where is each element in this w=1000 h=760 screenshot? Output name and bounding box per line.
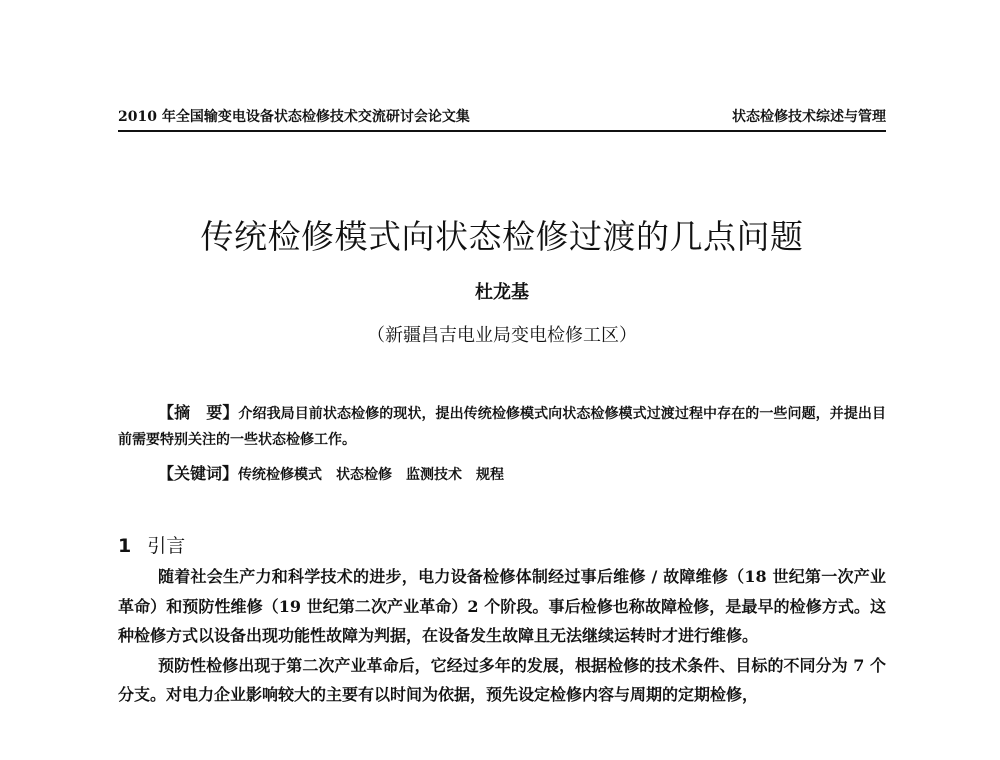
keywords-label: 【关键词】 [158, 464, 239, 483]
section-number: 1 [118, 534, 132, 557]
author-name: 杜龙基 [475, 282, 529, 303]
body-paragraph: 随着社会生产力和科学技术的进步，电力设备检修体制经过事后维修 / 故障维修（18 世纪第一次产业革命）和预防性维修（19 世纪第二次产业革命）2 个阶段。事后检修也称故障检修，是最早的检修方式。这种检修方式以设备出现功能性故障为判据，在设备发生故障且无法继续运转时才进行维修。 [118, 567, 886, 645]
abstract-text: 介绍我局目前状态检修的现状，提出传统检修模式向状态检修模式过渡过程中存在的一些问题，并提出目前需要特别关注的一些状态检修工作。 [118, 406, 886, 448]
section-title: 引言 [147, 534, 186, 557]
section-heading [118, 533, 185, 559]
keyword-item: 状态检修 [336, 467, 393, 483]
header-rule [118, 130, 886, 132]
running-head-section: 状态检修技术综述与管理 [732, 109, 886, 125]
body-text [118, 562, 886, 710]
abstract [118, 400, 886, 453]
body-paragraph: 预防性检修出现于第二次产业革命后，它经过多年的发展，根据检修的技术条件、目标的不同分为 7 个分支。对电力企业影响较大的主要有以时间为依据，预先设定检修内容与周期的定期检修， [118, 655, 886, 704]
keyword-item: 传统检修模式 [238, 467, 323, 483]
keywords [118, 461, 886, 488]
abstract-label: 【摘 要】 [158, 403, 239, 422]
running-head-proceedings: 2010 年全国输变电设备状态检修技术交流研讨会论文集 [118, 109, 470, 125]
author-affiliation: （新疆昌吉电业局变电检修工区） [367, 325, 637, 346]
keyword-item: 规程 [476, 467, 505, 483]
keyword-item: 监测技术 [406, 467, 463, 483]
paper-title: 传统检修模式向状态检修过渡的几点问题 [200, 217, 804, 257]
